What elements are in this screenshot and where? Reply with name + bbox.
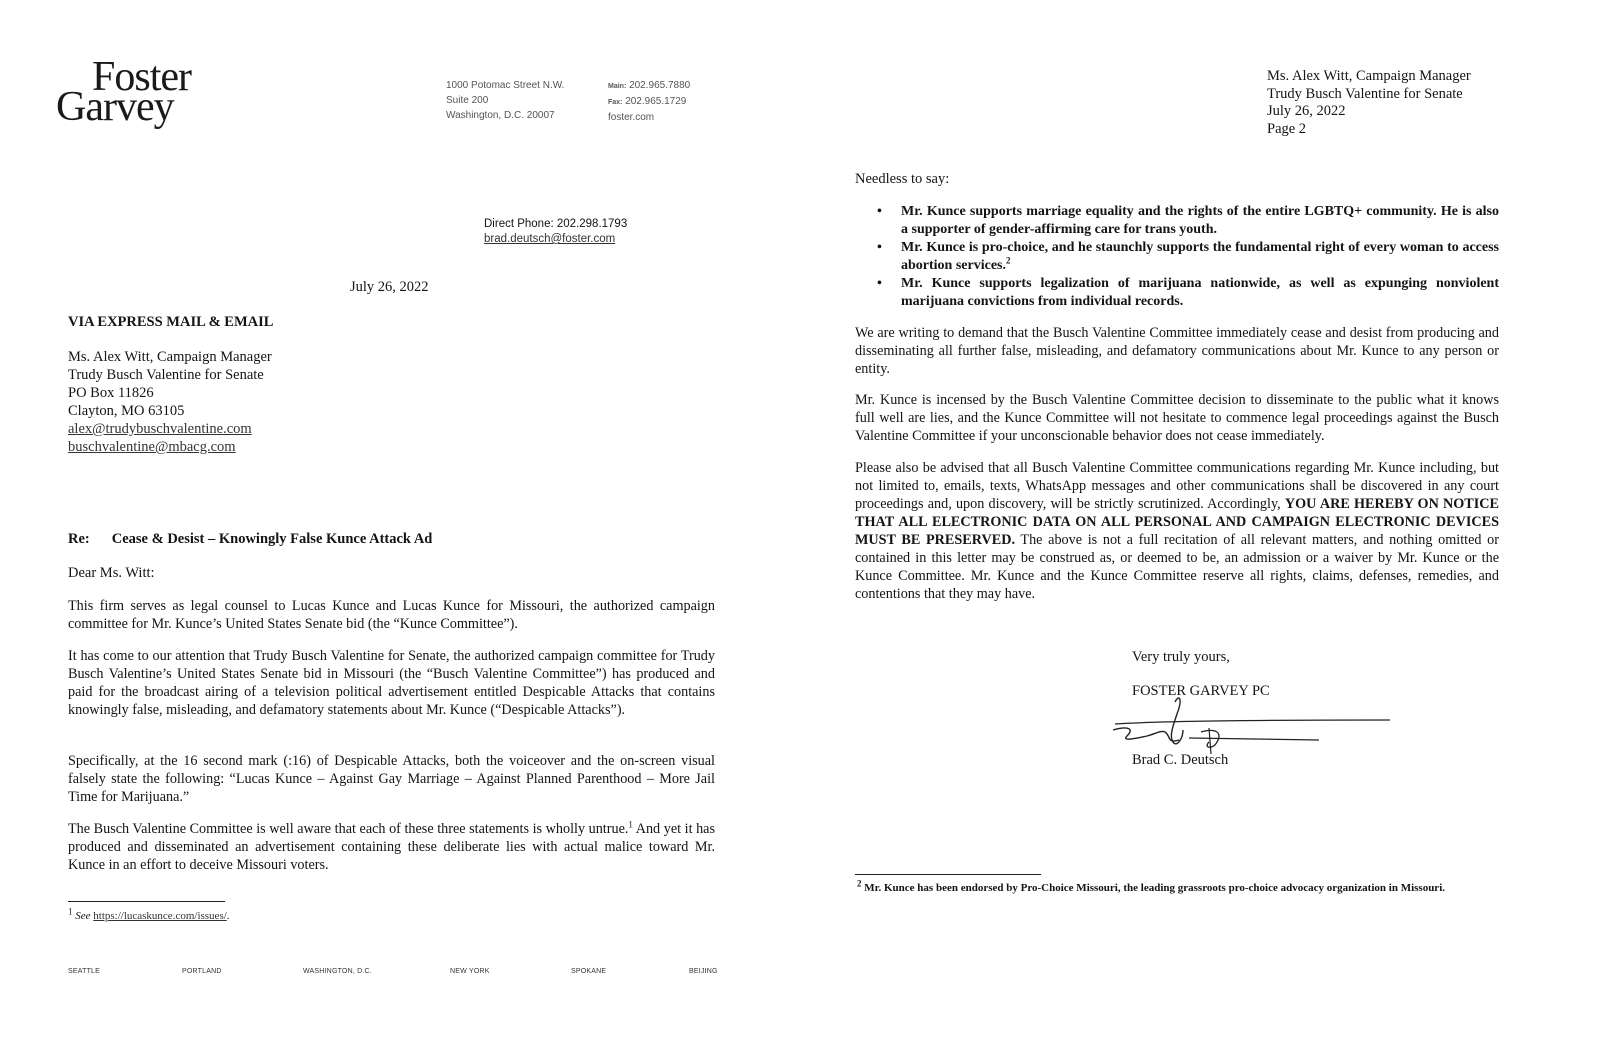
footnote xyxy=(857,878,1457,895)
fax-value: 202.965.1729 xyxy=(625,96,687,107)
bullet-text: Mr. Kunce supports marriage equality and the rights of the entire LGBTQ+ community. He is also a supporter of gender-affirming care for trans youth. xyxy=(901,204,1499,237)
salutation: Dear Ms. Witt: xyxy=(68,565,155,581)
header-line: Page 2 xyxy=(1267,120,1307,137)
footnote-divider xyxy=(855,874,1041,875)
intro-text: Needless to say: xyxy=(855,171,950,187)
recipient-line: Trudy Busch Valentine for Senate xyxy=(68,367,264,383)
recipient-block xyxy=(68,348,272,456)
footnote-ref: 2 xyxy=(1005,254,1011,265)
firm-website-link[interactable]: foster.com xyxy=(608,112,655,123)
header-line: Ms. Alex Witt, Campaign Manager xyxy=(1267,68,1471,84)
foster-garvey-logo xyxy=(56,54,191,130)
footnote-ref: 1 xyxy=(628,819,633,830)
recipient-line: PO Box 11826 xyxy=(68,385,154,401)
address-line: Suite 200 xyxy=(446,95,489,106)
paragraph-text: The above is not a full recitation of all relevant matters, and nothing omitted or contained in this letter may be construed as, or deemed to be, an admission or a waiver by Mr. Kunce or the Kunce Committee. Mr. Kunce and the Kunce Committee reserve all rights, claims, defenses, remedies, and contentions that they may have. xyxy=(855,532,1499,602)
direct-email-link[interactable]: brad.deutsch@foster.com xyxy=(484,233,616,245)
paragraph xyxy=(855,459,1499,603)
firm-contact xyxy=(608,78,690,125)
footnote xyxy=(68,906,230,923)
paragraph: This firm serves as legal counsel to Lucas Kunce and Lucas Kunce for Missouri, the authorized campaign committee for Mr. Kunce’s United States Senate bid (the “Kunce Committee”). xyxy=(68,598,715,632)
footnote-link[interactable]: https://lucaskunce.com/issues/ xyxy=(93,910,227,922)
direct-phone: Direct Phone: 202.298.1793 xyxy=(484,218,628,230)
footnote-end: . xyxy=(226,910,230,922)
bullet-text: Mr. Kunce is pro-choice, and he staunchly supports the fundamental right of every woman to access abortion services. xyxy=(901,240,1499,273)
letter-page-2 xyxy=(800,0,1600,1037)
paragraph: Specifically, at the 16 second mark (:16) of Despicable Attacks, both the voiceover and the on-screen visual falsely state the following: “Lucas Kunce – Against Gay Marriage – Against Planned Parenthood – More Jail Time for Marijuana.” xyxy=(68,753,715,805)
re-line xyxy=(68,530,432,548)
recipient-line: Clayton, MO 63105 xyxy=(68,403,185,419)
re-subject: Cease & Desist – Knowingly False Kunce Attack Ad xyxy=(111,531,433,547)
header-line: Trudy Busch Valentine for Senate xyxy=(1267,85,1463,102)
footnote-number: 2 xyxy=(857,878,862,889)
paragraph xyxy=(68,820,715,874)
main-phone-label: Main: xyxy=(608,83,627,90)
delivery-method: VIA EXPRESS MAIL & EMAIL xyxy=(68,314,274,330)
address-line: 1000 Potomac Street N.W. xyxy=(446,80,565,91)
paragraph-text: The Busch Valentine Committee is well aware that each of these three statements is wholly untrue. xyxy=(68,821,629,837)
signer-name: Brad C. Deutsch xyxy=(1132,752,1229,768)
direct-contact xyxy=(484,217,627,247)
page-header xyxy=(1267,68,1471,138)
list-item: • Mr. Kunce is pro-choice, and he staunchly supports the fundamental right of every woman to access abortion services.$^2$ xyxy=(877,240,1499,273)
bullet-text: Mr. Kunce supports legalization of marijuana nationwide, as well as expunging nonviolent marijuana convictions from individual records. xyxy=(901,276,1499,309)
list-item: • Mr. Kunce supports legalization of marijuana nationwide, as well as expunging nonviolent marijuana convictions from individual records. xyxy=(877,276,1499,309)
header-line: July 26, 2022 xyxy=(1267,103,1346,119)
footnote-number: 1 xyxy=(68,906,73,917)
logo-line-foster: Foster xyxy=(92,54,191,100)
office-city: NEW YORK xyxy=(450,968,490,975)
list-item: • Mr. Kunce supports marriage equality and the rights of the entire LGBTQ+ community. He is also a supporter of gender-affirming care for trans youth. xyxy=(877,204,1499,237)
preservation-notice: YOU ARE HEREBY ON NOTICE THAT ALL ELECTRONIC DATA ON ALL PERSONAL AND CAMPAIGN ELECTRONIC DEVICES MUST BE PRESERVED. xyxy=(855,496,1500,548)
recipient-email-link[interactable]: buschvalentine@mbacg.com xyxy=(68,439,236,455)
paragraph: Mr. Kunce is incensed by the Busch Valentine Committee decision to disseminate to the public what it knows full well are lies, and the Kunce Committee will not hesitate to commence legal proceedings against the Busch Valentine Committee if your unconscionable behavior does not cease immediately. xyxy=(855,392,1499,444)
office-city: SEATTLE xyxy=(68,968,101,975)
office-city: SPOKANE xyxy=(571,968,607,975)
footnote-divider xyxy=(68,901,225,902)
bullet-list xyxy=(855,203,1499,311)
firm-name: FOSTER GARVEY PC xyxy=(1132,683,1270,699)
paragraph-text: And yet it has produced and disseminated an advertisement containing these deliberate lies with actual malice toward Mr. Kunce in an effort to deceive Missouri voters. xyxy=(68,821,716,873)
main-phone-value: 202.965.7880 xyxy=(629,80,691,91)
recipient-line: Ms. Alex Witt, Campaign Manager xyxy=(68,349,272,365)
paragraph: It has come to our attention that Trudy Busch Valentine for Senate, the authorized campaign committee for Trudy Busch Valentine’s United States Senate bid in Missouri (the “Busch Valentine Committee”) has produced and paid for the broadcast airing of a television political advertisement entitled Despicable Attacks that contains knowingly false, misleading, and defamatory statements about Mr. Kunce (“Despicable Attacks”). xyxy=(68,648,715,718)
paragraph-text: Please also be advised that all Busch Valentine Committee communications regarding Mr. Kunce including, but not limited to, emails, texts, WhatsApp messages and other communications shall be discovered in any court proceedings and, upon discovery, will be strictly scrutinized. Accordingly, xyxy=(855,460,1499,512)
office-city: BEIJING xyxy=(689,968,718,975)
office-city: PORTLAND xyxy=(182,968,222,975)
closing: Very truly yours, xyxy=(1132,649,1230,665)
recipient-email-link[interactable]: alex@trudybuschvalentine.com xyxy=(68,421,252,437)
paragraph: We are writing to demand that the Busch Valentine Committee immediately cease and desist from producing and disseminating all further false, misleading, and defamatory communications about Mr. Kunce to any person or entity. xyxy=(855,325,1499,377)
fax-label: Fax: xyxy=(608,99,623,106)
letter-date: July 26, 2022 xyxy=(350,279,429,295)
address-line: Washington, D.C. 20007 xyxy=(446,110,555,121)
footnote-see: See xyxy=(75,910,91,922)
signature xyxy=(1105,692,1395,758)
firm-address xyxy=(446,78,564,123)
re-label: Re: xyxy=(68,531,90,547)
footnote-text: Mr. Kunce has been endorsed by Pro-Choice Missouri, the leading grassroots pro-choice advocacy organization in Missouri. xyxy=(864,882,1445,894)
logo-line-garvey: Garvey xyxy=(56,84,174,130)
office-city: WASHINGTON, D.C. xyxy=(303,968,372,975)
